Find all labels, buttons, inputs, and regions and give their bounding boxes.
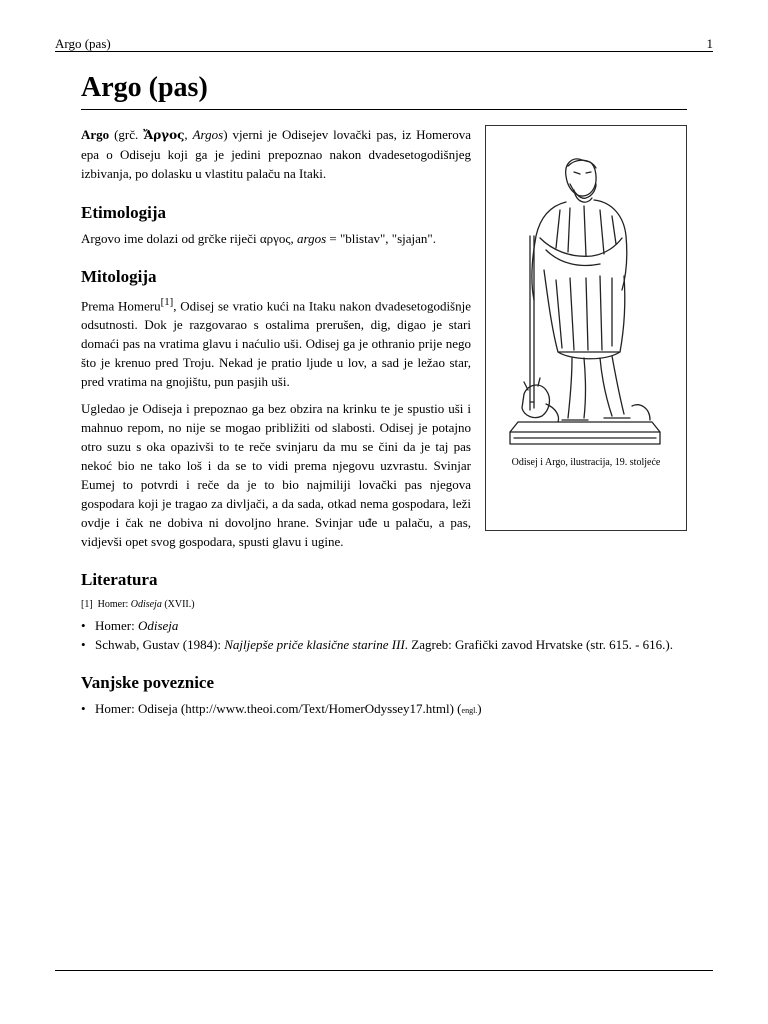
article: [81, 70, 687, 720]
figure-caption: Odisej i Argo, ilustracija, 19. stoljeće: [511, 457, 661, 468]
mitologija-p1-rest: , Odisej se vratio kući na Itaku nakon dvadesetogodišnje odsutnosti. Dok je razgovarao s ostalima prerušen, dig, digao je stari domaći pas na vratima glavu i naćulio uši. Odisej ga je othranio prije nego što je krenuo pred Troju. Nekad je pratio ljude u lov, a sad je ležao star, pred vratima na gnojištu, pun pasjih uši.: [81, 298, 471, 390]
footnote-author: Homer:: [97, 599, 131, 611]
footnote-tail: (XVII.): [161, 599, 195, 611]
language-tag: engl.: [461, 706, 478, 716]
external-link[interactable]: Homer: Odiseja (http://www.theoi.com/Text/HomerOdyssey17.html) (: [95, 701, 462, 717]
literature-list: [81, 616, 687, 654]
footnote-number: [1]: [81, 599, 93, 611]
footer-rule: [55, 970, 713, 971]
heading-mitologija: Mitologija: [81, 267, 157, 286]
running-header: [55, 36, 713, 52]
footnote-ref-link[interactable]: [1]: [160, 296, 174, 308]
list-item: [81, 635, 687, 654]
external-link-close: ): [477, 701, 482, 717]
mitologija-paragraph-2: Ugledao je Odiseja i prepoznao ga bez obzira na krinku te je spustio uši i mahnuo repom, no nije se mogao približiti od slabosti. Odisej je potajno otro suzu s oka opazivši to te reče svinjaru da mu se čini da je taj pas nekoć bio ne tako loš i da se to vidi prema njegovu uzvrastu. Svinjar Eumej to potvrdi i reče da je to bio najmiliji lovački pas njegova gospodara koji je tragao za divljači, a da sada, otkad nema gospodara, leži ovdje i čak ne dobiva ni dovoljno hrane. Svinjar uđe u palaču, a pas, vidjevši opet svog gospodara, spusti glavu i ugine.: [81, 401, 471, 550]
page-title: Argo (pas): [81, 70, 687, 110]
external-links-list: [81, 699, 687, 720]
intro-term: Argo: [81, 127, 110, 142]
etimologija-italic: argos: [297, 231, 327, 246]
intro-rest: ) vjerni je Odisejev lovački pas, iz Homerova epa o Odiseju koji ga je jedini prepoznao nakon dvadesetogodišnjeg izbivanja, po dolasku u vlastitu palaču na Itaki.: [81, 127, 472, 181]
item-text: Schwab, Gustav (1984):: [95, 637, 225, 653]
intro-open: (grč.: [109, 127, 144, 142]
list-item: [81, 616, 687, 635]
mitologija-p1-start: Prema Homeru: [81, 298, 161, 314]
etimologija-before: Argovo ime dolazi od grčke riječi αργος,: [81, 231, 298, 246]
heading-literatura: Literatura: [81, 570, 158, 590]
item-text: Homer:: [95, 618, 138, 634]
item-after: . Zagreb: Grafički zavod Hrvatske (str. 615. - 616.).: [404, 637, 674, 653]
intro-latin: Argos: [192, 127, 224, 142]
heading-etimologija: Etimologija: [81, 203, 166, 222]
item-italic: Najljepše priče klasične starine III: [224, 637, 405, 653]
figure-box: [485, 125, 687, 531]
statue-illustration-icon: [500, 140, 672, 452]
footnote-work: Odiseja: [130, 599, 162, 611]
footnote-list: [81, 598, 687, 612]
list-item: [81, 699, 687, 720]
bullet: •: [81, 637, 86, 653]
intro-comma: ,: [184, 127, 193, 142]
header-rule: [55, 51, 713, 52]
heading-vanjske-poveznice: Vanjske poveznice: [81, 673, 215, 693]
running-title: Argo (pas): [55, 36, 111, 51]
etimologija-after: = "blistav", "sjajan".: [326, 231, 436, 246]
page-number: 1: [706, 36, 713, 51]
bullet: •: [81, 618, 86, 634]
intro-greek: Ἄργος: [143, 128, 185, 142]
item-italic: Odiseja: [137, 618, 179, 634]
bullet: •: [81, 701, 86, 717]
